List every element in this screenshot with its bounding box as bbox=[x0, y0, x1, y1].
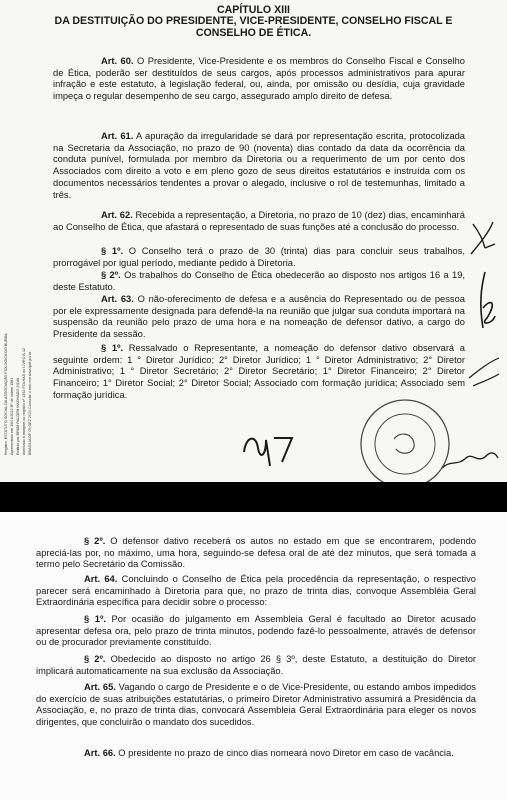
article-63-par-1 bbox=[53, 343, 465, 402]
registry-margin-notes bbox=[4, 250, 68, 455]
paragraph-label: § 2º. bbox=[84, 536, 106, 546]
paragraph-text: Os trabalhos do Conselho de Ética obedecerão ao disposto nos artigos 16 a 19, deste Estatuto. bbox=[53, 270, 465, 292]
article-text: A apuração da irregularidade se dará por representação escrita, protocolizada na Secretaria da Associação, no prazo de 90 (noventa) dias contado da data da ocorrência da conduta punível, formulada por membro da Diretoria ou a requerimento de um por cento dos Associados com direito a voto e em pleno gozo de seus direitos estatutários e instruída com os documentos necessários tendentes a provar o alegado, inclusive o rol de testemunhas, limitado a três. bbox=[53, 131, 465, 200]
paragraph-label: § 1º. bbox=[84, 614, 106, 624]
paragraph-label: § 2º. bbox=[101, 270, 121, 280]
article-64-par-2 bbox=[36, 654, 476, 677]
article-63 bbox=[53, 294, 465, 341]
paragraph-text: Obedecido ao disposto no artigo 26 § 3º, deste Estatuto, a destituição do Diretor implicará automaticamente na sua exclusão da Associação. bbox=[36, 654, 477, 676]
registry-note-line: Apresentado em 19/01/2022 Nº de ordem 1581 bbox=[10, 377, 14, 455]
handwritten-mark-right-3 bbox=[465, 352, 505, 392]
article-text: Vagando o cargo de Presidente e o de Vice-Presidente, ou estando ambos impedidos do exercício de suas atribuições estatutárias, o primeiro Diretor Administrativo assumirá a Presidência da Associação, e, no prazo de trinta dias, convocará Assembleia Geral Extraordinária para eleger os novos dirigentes, que concluirão o mandato dos sucedidos. bbox=[36, 682, 476, 728]
article-63-par-2 bbox=[36, 536, 476, 571]
rubric-signature bbox=[240, 426, 312, 470]
paragraph-label: § 1º. bbox=[101, 246, 124, 256]
article-label: Art. 62. bbox=[101, 210, 133, 220]
article-text: O presidente no prazo de cinco dias nomeará novo Diretor em caso de vacância. bbox=[115, 748, 454, 758]
article-64 bbox=[36, 574, 476, 609]
article-text: Concluindo o Conselho de Ética pela procedência da representação, o respectivo parecer será encaminhado à Diretoria para que, no prazo de trinta dias, convoque Assembléia Geral Extraordinária específica para decidir sobre o processo: bbox=[36, 574, 476, 608]
article-label: Art. 61. bbox=[101, 131, 134, 141]
article-64-par-1 bbox=[36, 614, 476, 649]
article-label: Art. 64. bbox=[84, 574, 118, 584]
article-label: Art. 65. bbox=[84, 682, 116, 692]
chapter-heading-line2: CONSELHO DE ÉTICA. bbox=[195, 27, 312, 39]
article-61 bbox=[53, 131, 465, 201]
paragraph-text: Ressalvado o Representante, a nomeação do defensor dativo observará a seguinte ordem: 1 ° Diretor Jurídico; 2° Diretor Jurídico; 1 ° Diretor Administrativo; 2° Diretor Administrativo; 1 ° Diretor Secretário; 2° Diretor Secretário; 1° Diretor Financeiro; 2° Diretor Financeiro; 1° Diretor Social; 2° Diretor Social; Associado com formação jurídica; Associado sem formação jurídica. bbox=[53, 343, 465, 400]
paragraph-text: O defensor dativo receberá os autos no estado em que se encontrarem, podendo apreciá-las por, no máximo, uma hora, seguindo-se defesa oral de até dez minutos, que será tomada a termo pelo Secretário da Comissão. bbox=[36, 536, 476, 570]
registry-note-line: BRASÍLIA DF 03 DEZ 2021 Consulte o selo em www.tjdft.jus.br bbox=[28, 351, 32, 455]
notary-stamp bbox=[356, 395, 454, 493]
article-label: Art. 60. bbox=[101, 56, 134, 66]
article-62-par-2 bbox=[53, 270, 465, 293]
article-text: Recebida a representação, a Diretoria, no prazo de 10 (dez) dias, encaminhará ao Conselho de Ética, que afastará o representado de suas funções até a conclusão do processo. bbox=[53, 210, 465, 232]
paragraph-text: Por ocasião do julgamento em Assembleia Geral é facultado ao Diretor acusado apresentar defesa ora, pelo prazo de trinta minutos, podendo fazê-lo pessoalmente, através de defensor ou de procurador previamente constituído. bbox=[36, 614, 476, 648]
article-62-par-1 bbox=[53, 246, 465, 269]
article-60 bbox=[53, 56, 465, 103]
article-65 bbox=[36, 682, 476, 729]
registry-note-line: Registro: ESTATUTO SOCIAL DA ASSOCIAÇÃO FIOLOGICA DO BURBA bbox=[4, 333, 8, 455]
page-section-bottom bbox=[0, 512, 507, 800]
paragraph-label: § 1º. bbox=[101, 343, 124, 353]
article-62 bbox=[53, 210, 465, 233]
registry-note-line: Averbado à margem do registro nº 1392 FOLHAS do LIVRO A-12 bbox=[22, 347, 26, 455]
article-text: O não-oferecimento de defesa e a ausência do Representado ou de pessoa por ele expressamente designada para defendê-la na reunião que julgar sua conduta importará na suspensão da reunião pelo prazo de uma hora e na nomeação de defensor dativo, a cargo do Presidente da sessão. bbox=[53, 294, 465, 340]
registry-note-line: Emitido por BRAM RALDEN MACHADO SILVA bbox=[16, 377, 20, 455]
chapter-number: CAPÍTULO XIII bbox=[217, 4, 290, 16]
handwritten-mark-right-2 bbox=[465, 268, 505, 338]
handwritten-mark-right-1 bbox=[465, 218, 505, 258]
article-label: Art. 63. bbox=[101, 294, 134, 304]
chapter-heading-line1: DA DESTITUIÇÃO DO PRESIDENTE, VICE-PRESIDENTE, CONSELHO FISCAL E bbox=[54, 15, 453, 27]
paragraph-label: § 2º. bbox=[84, 654, 106, 664]
paragraph-text: O Conselho terá o prazo de 30 (trinta) dias para concluir seus trabalhos, prorrogável por igual período, mediante pedido à Diretoria. bbox=[53, 246, 465, 268]
article-label: Art. 66. bbox=[84, 748, 116, 758]
article-text: O Presidente, Vice-Presidente e os membros do Conselho Fiscal e Conselho de Ética, poderão ser destituídos de seus cargos, após processos administrativos para apurar infração e este estatuto, à legislação federal, ou, ainda, por omissão ou desídia, cuja gravidade impeça o regular desempenho de seu cargo, assegurado amplo direito de defesa. bbox=[53, 56, 465, 102]
article-66 bbox=[36, 748, 476, 760]
scan-divider-bar bbox=[0, 482, 507, 512]
